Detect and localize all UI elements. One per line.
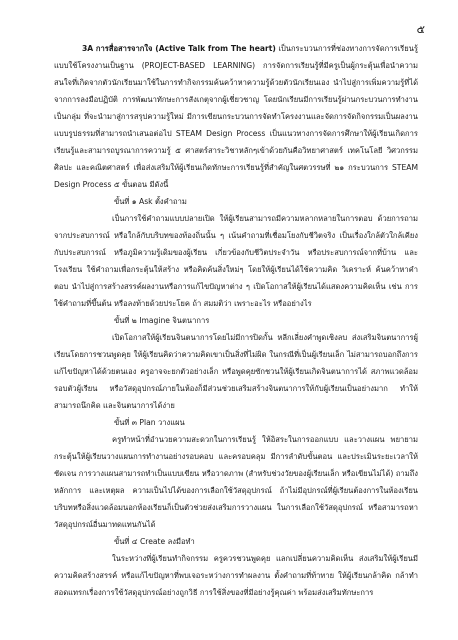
step-2-text: เปิดโอกาสให้ผู้เรียนจินตนาการโดยไม่มีการปิดกั้น หลีกเลี่ยงคำพูดเชิงลบ ส่งเสริมจินตนาการผู้เรียนโดยการชวนพูดคุย ให้ผู้เรียนคิดว่าความคิดเขาเป็นสิ่งที่ไม่ผิด ในกรณีที่เป็นผู้เรียนเล็ก ไม่สามารถบอกถึงการแก้ไขปัญหาได้ด้วยตนเอง ครูอาจจะยกตัวอย่างเล็ก หรือพูดคุยซักชวนให้ผู้เรียนเกิดจินตนาการได้ สภาพแวดล้อมรอบตัวผู้เรียน หรือวัสดุอุปกรณ์ภายในห้องก็มีส่วนช่วยเสริมสร้างจินตนาการให้กับผู้เรียนเป็นอย่างมาก ทำให้สามารถนึกคิด และจินตนาการได้ง่าย <box>54 333 418 410</box>
step-3-text: ครูทำหน้าที่อำนวยความสะดวกในการเรียนรู้ ให้อิสระในการออกแบบ และวางแผน พยายามกระตุ้นให้ผู้เรียนวางแผนการทำงานอย่างรอบคอบ และครอบคลุม มีการลำดับขั้นตอน และประเมินระยะเวลาให้ชัดเจน การวางแผนสามารถทำเป็นแบบเขียน หรือวาดภาพ (สำหรับช่วงวัยของผู้เรียนเล็ก หรือเขียนไม่ได้) ถามถึงหลักการ และเหตุผล ความเป็นไปได้ของการเลือกใช้วัสดุอุปกรณ์ ถ้าไม่มีอุปกรณ์ที่ผู้เรียนต้องการในห้องเรียน บริบทหรือสิ่งแวดล้อมนอกห้องเรียนก็เป็นตัวช่วยส่งเสริมการวางแผน ในการเลือกใช้วัสดุอุปกรณ์ หรือสามารถหาวัสดุอุปกรณ์อื่นมาทดแทนกันได้ <box>54 435 418 529</box>
step-3-label: ขั้นที่ ๓ Plan วางแผน <box>114 418 185 427</box>
document-body <box>54 40 418 601</box>
step-4-text: ในระหว่างที่ผู้เรียนทำกิจกรรม ครูควรชวนพูดคุย แลกเปลี่ยนความคิดเห็น ส่งเสริมให้ผู้เรียนมีความคิดสร้างสรรค์ หรือแก้ไขปัญหาที่พบเจอระหว่างการทำผลงาน ตั้งคำถามที่ท้าทาย ให้ผู้เรียนกล้าคิด กล้าทำ สอดแทรกเรื่องการใช้วัสดุอุปกรณ์อย่างถูกวิธี การใช้สิ่งของที่มีอย่างรู้คุณค่า พร้อมส่งเสริมทักษะการ <box>54 554 418 597</box>
page-number: ๕ <box>416 23 425 36</box>
intro-paragraph <box>54 40 418 193</box>
intro-text: เป็นกระบวนการที่ช่องทางการจัดการเรียนรู้แบบใช้โครงงานเป็นฐาน (PROJECT-BASED LEARNING) การจัดการเรียนรู้ที่มีครูเป็นผู้กระตุ้นเพื่อนำความสนใจที่เกิดจากตัวนักเรียนมาใช้ในการทำกิจกรรมค้นคว้าหาความรู้ด้วยตัวนักเรียนเอง นำไปสู่การเพิ่มความรู้ที่ได้จากการลงมือปฏิบัติ การพัฒนาทักษะการสังเกตุจากผู้เชี่ยวชาญ โดยนักเรียนมีการเรียนรู้ผ่านกระบวนการทำงานเป็นกลุ่ม ที่จะนำมาสู่การสรุปความรู้ใหม่ มีการเขียนกระบวนการจัดทำโครงงานและจัดการจัดกิจกรรมเป็นผลงานแบบรูปธรรมที่สามารถนำเสนอต่อไป STEAM Design Process เป็นแนวทางการจัดการศึกษาให้ผู้เรียนเกิดการเรียนรู้และสามารถบูรณาการความรู้ ๕ ศาสตร์สาระวิชาหลักๆเข้าด้วยกันคือวิทยาศาสตร์ เทคโนโลยี วิศวกรรม ศิลปะ และคณิตศาสตร์ เพื่อส่งเสริมให้ผู้เรียนเกิดทักษะการเรียนรู้ที่สำคัญในศตวรรษที่ ๒๑ กระบวนการ STEAM Design Process ๕ ขั้นตอน มีดังนี้ <box>54 44 418 189</box>
step-2-label: ขั้นที่ ๒ Imagine จินตนาการ <box>114 316 210 325</box>
step-4-label: ขั้นที่ ๔ Create ลงมือทำ <box>114 537 195 546</box>
step-1-label: ขั้นที่ ๑ Ask ตั้งคำถาม <box>114 197 187 206</box>
intro-heading: 3A การสื่อสารจากใจ (Active Talk from The heart) <box>82 44 276 53</box>
step-1-text: เป็นการใช้คำถามแบบปลายเปิด ให้ผู้เรียนสามารถมีความหลากหลายในการตอบ ด้วยการถามจากประสบการณ์ หรือใกล้กับบริบทของท้องถิ่นนั้น ๆ เน้นคำถามที่เชื่อมโยงกับชีวิตจริง เป็นเรื่องใกล้ตัวใกล้เคียงกับประสบการณ์ หรือภูมิความรู้เดิมของผู้เรียน เกี่ยวข้องกับชีวิตประจำวัน หรือประสบการณ์จากที่บ้าน และโรงเรียน ใช้คำถามเพื่อกระตุ้นให้สร้าง หรือคิดค้นสิ่งใหม่ๆ โดยให้ผู้เรียนได้ใช้ความคิด วิเคราะห์ ค้นคว้าหาคำตอบ นำไปสู่การสร้างสรรค์ผลงานหรือการแก้ไขปัญหาต่าง ๆ เปิดโอกาสให้ผู้เรียนได้แสดงความคิดเห็น เช่น การใช้คำถามที่ขึ้นต้น หรือลงท้ายด้วยประโยค ถ้า สมมติว่า เพราะอะไร หรืออย่างไร <box>54 214 418 308</box>
